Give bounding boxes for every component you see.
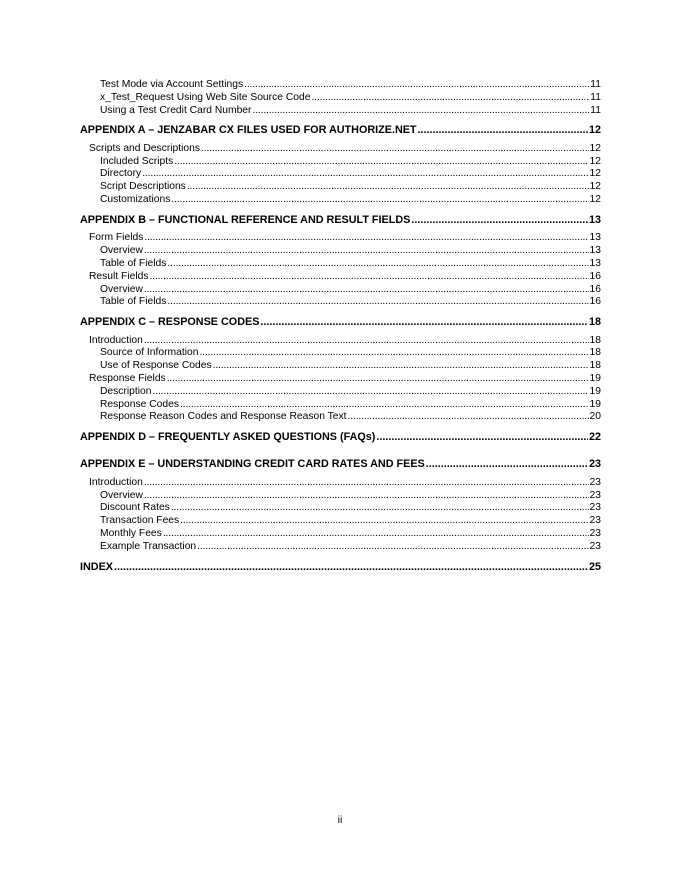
dot-leader xyxy=(260,315,588,329)
dot-leader xyxy=(144,490,589,503)
dot-leader xyxy=(252,105,589,118)
dot-leader xyxy=(167,296,588,309)
spacer xyxy=(80,444,601,457)
toc-entry[interactable] xyxy=(80,373,601,386)
toc-heading-entry[interactable] xyxy=(80,315,601,329)
toc-entry-title: Use of Response Codes xyxy=(100,360,212,372)
toc-entry-title: APPENDIX A – JENZABAR CX FILES USED FOR AUTHORIZE.NET xyxy=(80,124,417,137)
toc-entry-title: APPENDIX C – RESPONSE CODES xyxy=(80,316,260,329)
toc-entry[interactable] xyxy=(80,194,601,207)
dot-leader xyxy=(411,213,588,227)
toc-entry-title: Form Fields xyxy=(89,232,144,244)
toc-entry-title: Overview xyxy=(100,283,143,295)
toc-entry-title: Response Fields xyxy=(89,373,166,385)
toc-entry-page: 20 xyxy=(589,411,601,423)
dot-leader xyxy=(144,232,588,245)
toc-entry-title: APPENDIX E – UNDERSTANDING CREDIT CARD RATES AND FEES xyxy=(80,458,425,471)
toc-entry-page: 18 xyxy=(589,334,601,346)
toc-entry-title: Customizations xyxy=(100,194,171,206)
toc-entry[interactable] xyxy=(80,386,601,399)
toc-entry-page: 25 xyxy=(588,560,601,573)
toc-heading-entry[interactable] xyxy=(80,123,601,137)
toc-entry-page: 18 xyxy=(589,347,601,359)
toc-entry-title: Example Transaction xyxy=(100,540,197,552)
toc-entry-title: Overview xyxy=(100,489,143,501)
dot-leader xyxy=(171,194,588,207)
dot-leader xyxy=(167,373,589,386)
toc-entry-page: 12 xyxy=(589,168,601,180)
toc-entry-page: 18 xyxy=(589,360,601,372)
toc-entry-page: 13 xyxy=(589,232,601,244)
dot-leader xyxy=(376,430,588,444)
dot-leader xyxy=(311,92,589,105)
dot-leader xyxy=(144,477,589,490)
toc-entry-title: Table of Fields xyxy=(100,296,167,308)
dot-leader xyxy=(201,143,589,156)
toc-entry-page: 11 xyxy=(590,91,601,103)
toc-entry-title: APPENDIX D – FREQUENTLY ASKED QUESTIONS (FAQs) xyxy=(80,431,376,444)
toc-entry-page: 12 xyxy=(589,194,601,206)
toc-heading-entry[interactable] xyxy=(80,457,601,471)
toc-entry[interactable] xyxy=(80,92,601,105)
toc-entry[interactable] xyxy=(80,515,601,528)
dot-leader xyxy=(150,271,589,284)
toc-entry-page: 13 xyxy=(589,257,601,269)
dot-leader xyxy=(418,123,588,137)
dot-leader xyxy=(348,411,589,424)
toc-entry-page: 16 xyxy=(589,270,601,282)
toc-entry-page: 23 xyxy=(589,489,601,501)
dot-leader xyxy=(163,528,589,541)
toc-entry-page: 19 xyxy=(589,385,601,397)
toc-heading-entry[interactable] xyxy=(80,213,601,227)
toc-entry-title: Using a Test Credit Card Number xyxy=(100,104,252,116)
toc-entry-page: 19 xyxy=(589,373,601,385)
toc-entry[interactable] xyxy=(80,335,601,348)
toc-entry-page: 23 xyxy=(589,476,601,488)
dot-leader xyxy=(244,79,589,92)
toc-entry-title: Source of Information xyxy=(100,347,199,359)
toc-entry-page: 16 xyxy=(589,283,601,295)
toc-entry[interactable] xyxy=(80,347,601,360)
dot-leader xyxy=(426,457,588,471)
toc-entry-title: INDEX xyxy=(80,560,113,573)
toc-entry-title: Description xyxy=(100,385,152,397)
toc-entry-page: 22 xyxy=(588,431,601,444)
toc-entry-title: Response Codes xyxy=(100,398,179,410)
toc-entry[interactable] xyxy=(80,271,601,284)
toc-entry-page: 11 xyxy=(590,79,601,90)
toc-entry[interactable] xyxy=(80,245,601,258)
toc-entry-title: Transaction Fees xyxy=(100,515,180,527)
dot-leader xyxy=(180,399,589,412)
toc-entry-title: Table of Fields xyxy=(100,257,167,269)
toc-entry[interactable] xyxy=(80,258,601,271)
toc-entry[interactable] xyxy=(80,411,601,424)
dot-leader xyxy=(153,386,589,399)
toc-entry-page: 19 xyxy=(589,398,601,410)
dot-leader xyxy=(144,245,589,258)
toc-heading-entry[interactable] xyxy=(80,430,601,444)
toc-entry-page: 23 xyxy=(589,540,601,552)
dot-leader xyxy=(180,515,588,528)
toc-entry-title: Result Fields xyxy=(89,270,149,282)
toc-entry[interactable] xyxy=(80,399,601,412)
dot-leader xyxy=(144,284,589,297)
toc-entry[interactable] xyxy=(80,232,601,245)
toc-entry-title: Test Mode via Account Settings xyxy=(100,79,244,90)
page-number: ii xyxy=(337,814,343,826)
toc-entry-title: Monthly Fees xyxy=(100,527,162,539)
dot-leader xyxy=(167,258,588,271)
toc-entry-title: APPENDIX B – FUNCTIONAL REFERENCE AND RESULT FIELDS xyxy=(80,213,411,226)
toc-entry-title: Introduction xyxy=(89,334,143,346)
dot-leader xyxy=(144,335,589,348)
toc-entry[interactable] xyxy=(80,284,601,297)
toc-entry-page: 23 xyxy=(589,515,601,527)
toc-entry-page: 23 xyxy=(588,458,601,471)
toc-entry-title: Discount Rates xyxy=(100,502,170,514)
toc-entry[interactable] xyxy=(80,502,601,515)
toc-entry-page: 12 xyxy=(589,181,601,193)
toc-entry-page: 23 xyxy=(589,502,601,514)
toc-entry[interactable] xyxy=(80,477,601,490)
dot-leader xyxy=(187,181,589,194)
table-of-contents xyxy=(80,79,601,574)
toc-entry-page: 11 xyxy=(590,104,601,116)
toc-entry-page: 12 xyxy=(588,124,601,137)
toc-entry[interactable] xyxy=(80,360,601,373)
toc-entry[interactable] xyxy=(80,79,601,92)
toc-entry-title: Overview xyxy=(100,245,143,257)
toc-entry[interactable] xyxy=(80,296,601,309)
dot-leader xyxy=(197,541,588,554)
toc-entry-page: 23 xyxy=(589,527,601,539)
toc-entry[interactable] xyxy=(80,168,601,181)
toc-entry-title: Response Reason Codes and Response Reason Text xyxy=(100,411,347,423)
toc-entry[interactable] xyxy=(80,490,601,503)
dot-leader xyxy=(174,156,588,169)
toc-entry[interactable] xyxy=(80,541,601,554)
toc-entry-page: 13 xyxy=(589,245,601,257)
dot-leader xyxy=(142,168,588,181)
toc-entry[interactable] xyxy=(80,528,601,541)
toc-entry-page: 18 xyxy=(588,316,601,329)
toc-entry[interactable] xyxy=(80,143,601,156)
toc-entry-title: x_Test_Request Using Web Site Source Code xyxy=(100,91,311,103)
dot-leader xyxy=(114,560,588,574)
toc-entry-page: 13 xyxy=(588,213,601,226)
toc-entry-title: Scripts and Descriptions xyxy=(89,142,201,154)
toc-entry[interactable] xyxy=(80,156,601,169)
toc-entry-title: Included Scripts xyxy=(100,155,174,167)
toc-entry-title: Directory xyxy=(100,168,142,180)
toc-heading-entry[interactable] xyxy=(80,560,601,574)
dot-leader xyxy=(171,502,589,515)
toc-entry-title: Script Descriptions xyxy=(100,181,186,193)
toc-entry-page: 12 xyxy=(589,155,601,167)
toc-entry[interactable] xyxy=(80,181,601,194)
dot-leader xyxy=(213,360,589,373)
toc-entry-page: 12 xyxy=(589,142,601,154)
toc-entry[interactable] xyxy=(80,105,601,118)
toc-entry-title: Introduction xyxy=(89,476,143,488)
dot-leader xyxy=(199,347,588,360)
toc-entry-page: 16 xyxy=(589,296,601,308)
